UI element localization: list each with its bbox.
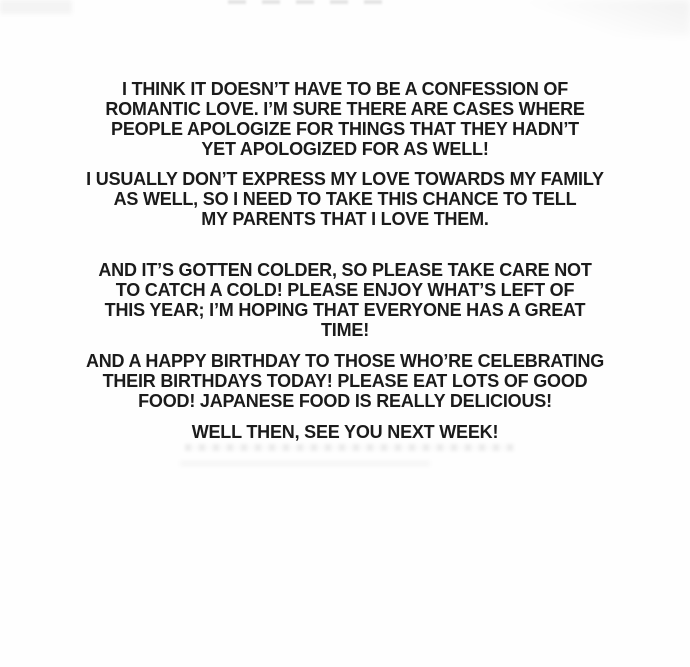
text-line: I THINK IT DOESN’T HAVE TO BE A CONFESSION OF xyxy=(121,79,569,99)
afterword-paragraph-4 xyxy=(25,351,665,411)
afterword-paragraph-3 xyxy=(25,260,665,340)
text-line: FOOD! JAPANESE FOOD IS REALLY DELICIOUS! xyxy=(138,391,552,411)
afterword-closing-line xyxy=(25,422,665,442)
text-line: AS WELL, SO I NEED TO TAKE THIS CHANCE TO TELL xyxy=(113,189,577,209)
text-line: YET APOLOGIZED FOR AS WELL! xyxy=(201,139,489,159)
afterword-paragraph-2 xyxy=(25,169,665,229)
text-line: AND IT’S GOTTEN COLDER, SO PLEASE TAKE CARE NOT xyxy=(98,260,592,280)
text-line: THIS YEAR; I’M HOPING THAT EVERYONE HAS A GREAT xyxy=(104,300,586,320)
text-line: MY PARENTS THAT I LOVE THEM. xyxy=(201,209,489,229)
afterword-paragraph-1 xyxy=(25,79,665,159)
text-line: TIME! xyxy=(321,320,369,340)
text-line: WELL THEN, SEE YOU NEXT WEEK! xyxy=(191,422,499,442)
text-line: ROMANTIC LOVE. I’M SURE THERE ARE CASES WHERE xyxy=(105,99,585,119)
text-line: I USUALLY DON’T EXPRESS MY LOVE TOWARDS MY FAMILY xyxy=(86,169,604,189)
text-line: THEIR BIRTHDAYS TODAY! PLEASE EAT LOTS OF GOOD xyxy=(102,371,588,391)
text-line: AND A HAPPY BIRTHDAY TO THOSE WHO’RE CELEBRATING xyxy=(85,351,605,371)
text-line: TO CATCH A COLD! PLEASE ENJOY WHAT’S LEFT OF xyxy=(115,280,575,300)
text-line: PEOPLE APOLOGIZE FOR THINGS THAT THEY HADN’T xyxy=(111,119,579,139)
